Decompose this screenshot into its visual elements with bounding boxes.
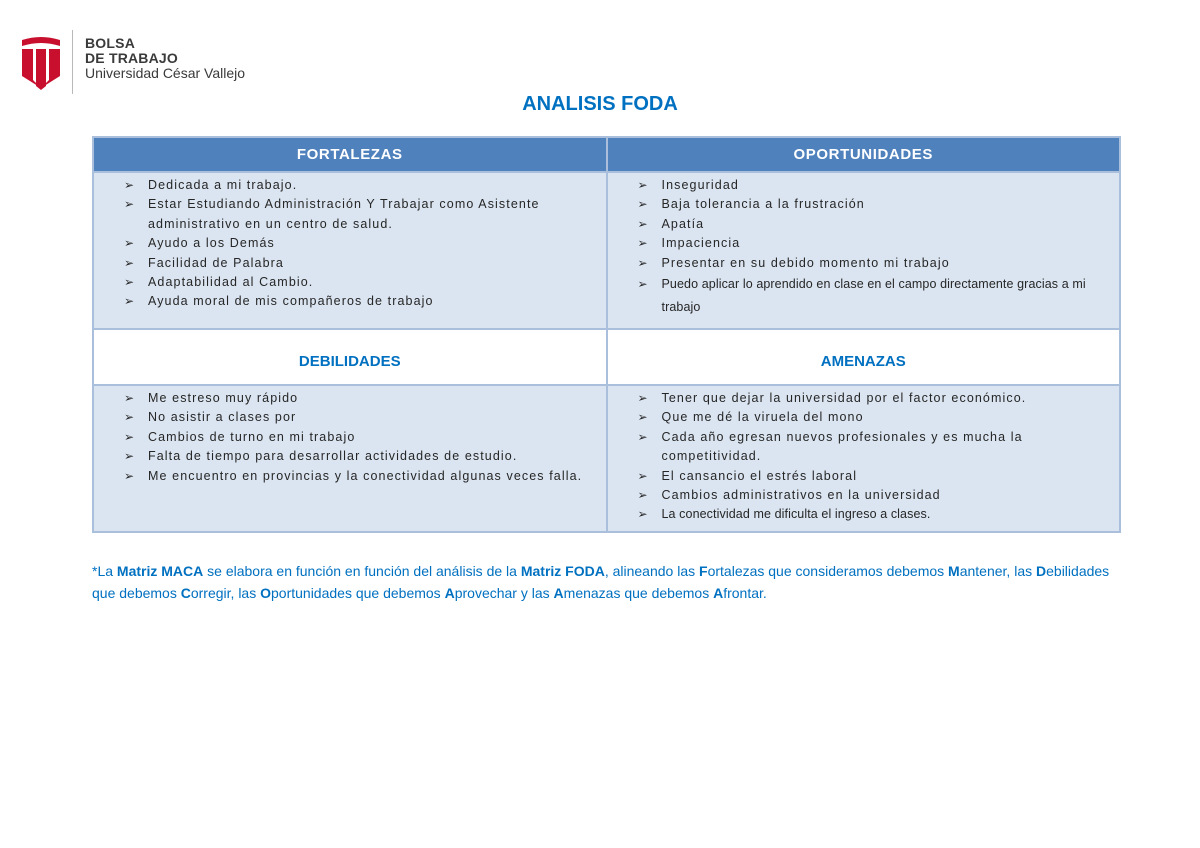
arrow-bullet-icon: ➢ — [637, 468, 649, 483]
list-item: ➢ Ayuda moral de mis compañeros de trabajo — [124, 292, 594, 311]
list-item: ➢ La conectividad me dificulta el ingreso a clases. — [638, 505, 1108, 524]
oportunidades-list — [638, 176, 1108, 319]
list-item: ➢ Presentar en su debido momento mi trabajo — [638, 254, 1108, 273]
ucv-shield-icon — [20, 36, 62, 92]
amenazas-cell — [607, 385, 1121, 532]
list-item: ➢ Cambios de turno en mi trabajo — [124, 428, 594, 447]
list-item: ➢ Cada año egresan nuevos profesionales y es mucha la competitividad. — [637, 429, 1023, 464]
logo-divider — [72, 30, 73, 94]
arrow-bullet-icon: ➢ — [637, 429, 649, 444]
fortalezas-cell — [93, 172, 607, 329]
list-item: ➢ Estar Estudiando Administración Y Trabajar como Asistente administrativo en un centro de salud. — [124, 197, 540, 231]
list-item: ➢ Adaptabilidad al Cambio. — [124, 273, 594, 292]
arrow-bullet-icon: ➢ — [124, 255, 136, 270]
arrow-bullet-icon: ➢ — [124, 391, 136, 405]
fortalezas-list — [124, 176, 594, 312]
arrow-bullet-icon: ➢ — [124, 197, 136, 212]
maca-footnote: *La Matriz MACA se elabora en función en función del análisis de la Matriz FODA, alineando las Fortalezas que consideramos debemos Mantener, las Debilidades que debemos Corregir, las Oportunidades que debemos Aprovechar y las Amenazas que debemos Afrontar. — [92, 563, 1110, 601]
arrow-bullet-icon: ➢ — [637, 507, 648, 522]
list-item: ➢ Apatía — [638, 215, 1108, 234]
list-item: ➢ Dedicada a mi trabajo. — [124, 176, 594, 195]
debilidades-cell — [93, 385, 607, 532]
arrow-bullet-icon: ➢ — [124, 468, 136, 483]
arrow-bullet-icon: ➢ — [637, 197, 649, 212]
list-item: ➢ Facilidad de Palabra — [124, 254, 594, 273]
oportunidades-heading: OPORTUNIDADES — [607, 137, 1121, 172]
fortalezas-heading: FORTALEZAS — [93, 137, 607, 172]
list-item: ➢ Que me dé la viruela del mono — [638, 408, 1108, 427]
amenazas-heading: AMENAZAS — [607, 329, 1121, 385]
arrow-bullet-icon: ➢ — [637, 216, 649, 231]
arrow-bullet-icon: ➢ — [124, 410, 136, 425]
arrow-bullet-icon: ➢ — [124, 429, 136, 444]
list-item: ➢ Puedo aplicar lo aprendido en clase en el campo directamente gracias a mi trabajo — [638, 273, 1108, 319]
arrow-bullet-icon: ➢ — [637, 488, 649, 503]
list-item: ➢ Baja tolerancia a la frustración — [638, 195, 1108, 214]
oportunidades-cell — [607, 172, 1121, 329]
list-item: ➢ Tener que dejar la universidad por el factor económico. — [638, 389, 1108, 408]
logo-line-3: Universidad César Vallejo — [85, 65, 246, 81]
bolsa-de-trabajo-logo — [20, 30, 245, 96]
list-item: ➢ No asistir a clases por — [124, 408, 594, 427]
list-item: ➢ Me estreso muy rápido — [124, 389, 594, 408]
amenazas-list — [638, 389, 1108, 525]
arrow-bullet-icon: ➢ — [637, 255, 649, 270]
list-item: ➢ Ayudo a los Demás — [124, 234, 594, 253]
arrow-bullet-icon: ➢ — [637, 410, 649, 425]
logo-text — [85, 30, 245, 81]
logo-line-1: BOLSA — [85, 35, 135, 51]
list-item: ➢ Cambios administrativos en la universidad — [638, 486, 1108, 505]
arrow-bullet-icon: ➢ — [637, 178, 649, 192]
arrow-bullet-icon: ➢ — [637, 236, 649, 251]
debilidades-list — [124, 389, 594, 486]
debilidades-heading: DEBILIDADES — [93, 329, 607, 385]
list-item: ➢ Me encuentro en provincias y la conectividad algunas veces falla. — [124, 467, 594, 486]
arrow-bullet-icon: ➢ — [637, 277, 648, 292]
arrow-bullet-icon: ➢ — [124, 449, 136, 464]
arrow-bullet-icon: ➢ — [124, 294, 136, 309]
arrow-bullet-icon: ➢ — [124, 275, 136, 290]
list-item: ➢ Inseguridad — [638, 176, 1108, 195]
arrow-bullet-icon: ➢ — [637, 391, 649, 405]
arrow-bullet-icon: ➢ — [124, 178, 136, 192]
list-item: ➢ El cansancio el estrés laboral — [638, 467, 1108, 486]
foda-table — [92, 136, 1121, 533]
page-title: ANALISIS FODA — [522, 93, 678, 115]
logo-line-2: DE TRABAJO — [85, 50, 179, 66]
arrow-bullet-icon: ➢ — [124, 236, 136, 251]
list-item: ➢ Falta de tiempo para desarrollar actividades de estudio. — [124, 447, 594, 466]
list-item: ➢ Impaciencia — [638, 234, 1108, 253]
